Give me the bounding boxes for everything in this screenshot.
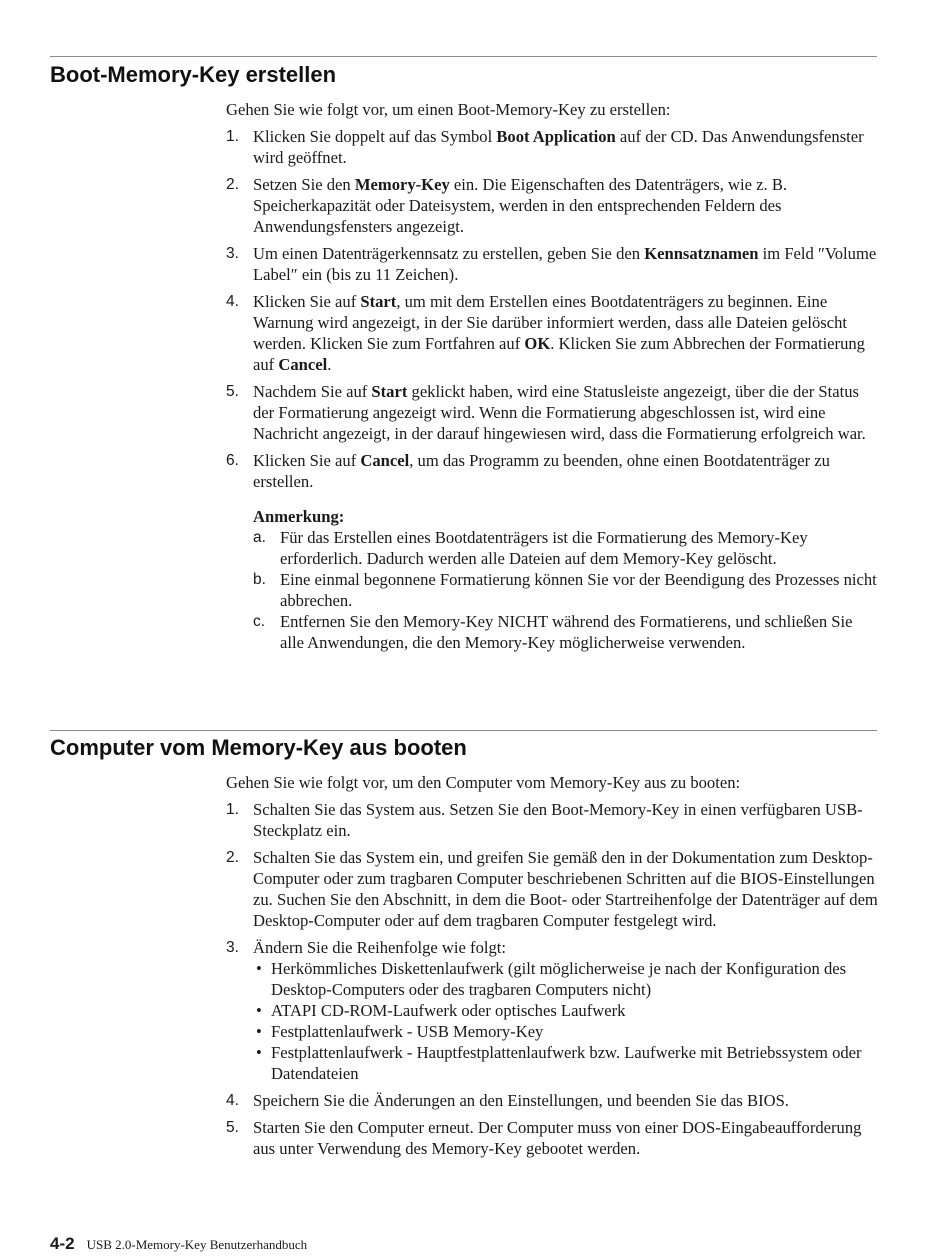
note-list bbox=[253, 527, 878, 653]
list-item bbox=[226, 937, 878, 1084]
list-item bbox=[253, 527, 878, 569]
step-number: 5. bbox=[226, 383, 239, 400]
step-text: Klicken Sie doppelt auf das Symbol bbox=[253, 127, 497, 146]
note-text: Entfernen Sie den Memory-Key NICHT während des Formatierens, und schließen Sie alle Anwendungen, die den Memory-Key möglicherweise verwenden. bbox=[280, 612, 853, 652]
emphasis-term: Start bbox=[371, 382, 408, 401]
step-text: Klicken Sie auf bbox=[253, 292, 361, 311]
note-letter: b. bbox=[253, 571, 266, 588]
steps-list bbox=[226, 799, 878, 1159]
list-item bbox=[226, 126, 878, 168]
intro-paragraph: Gehen Sie wie folgt vor, um einen Boot-Memory-Key zu erstellen: bbox=[226, 100, 671, 119]
emphasis-term: Boot Application bbox=[496, 127, 616, 146]
note-heading: Anmerkung: bbox=[253, 507, 345, 526]
emphasis-term: OK bbox=[524, 334, 551, 353]
list-item bbox=[226, 381, 878, 444]
list-item bbox=[226, 174, 878, 237]
page-number: 4-2 bbox=[50, 1234, 75, 1253]
note-letter: c. bbox=[253, 613, 266, 630]
note-block bbox=[226, 506, 878, 653]
step-text: , um mit dem Erstellen eines Bootdatenträgers zu beginnen. Eine Warnung wird angezeigt, in der Sie darüber informiert werden, dass alle Dateien gelöscht werden. Klicken Sie zum Fortfahren auf bbox=[253, 292, 847, 353]
step-number: 6. bbox=[226, 452, 239, 469]
list-item bbox=[226, 450, 878, 492]
note-text: Für das Erstellen eines Bootdatenträgers ist die Formatierung des Memory-Key erforderlich. Dadurch werden alle Dateien auf dem Memory-Key gelöscht. bbox=[280, 528, 808, 568]
section-body bbox=[226, 99, 878, 653]
step-text: Um einen Datenträgerkennsatz zu erstellen, geben Sie den bbox=[253, 244, 645, 263]
bullet-item: • Festplattenlaufwerk - Hauptfestplattenlaufwerk bzw. Laufwerke mit Betriebssystem oder Datendateien bbox=[253, 1042, 878, 1084]
bullet-item: • ATAPI CD-ROM-Laufwerk oder optisches Laufwerk bbox=[253, 1000, 878, 1021]
step-number: 3. bbox=[226, 245, 239, 262]
step-text: Speichern Sie die Änderungen an den Einstellungen, und beenden Sie das BIOS. bbox=[253, 1091, 789, 1110]
step-number: 1. bbox=[226, 801, 239, 818]
bullet-item: • Herkömmliches Diskettenlaufwerk (gilt möglicherweise je nach der Konfiguration des Desktop-Computers oder des tragbaren Computers nicht) bbox=[253, 958, 878, 1000]
step-text: Klicken Sie auf bbox=[253, 451, 361, 470]
section-body bbox=[226, 772, 878, 1159]
step-number: 2. bbox=[226, 849, 239, 866]
emphasis-term: Cancel bbox=[278, 355, 328, 374]
step-text: . Klicken Sie zum Abbrechen der Formatierung auf bbox=[253, 334, 865, 374]
intro-paragraph: Gehen Sie wie folgt vor, um den Computer vom Memory-Key aus zu booten: bbox=[226, 773, 741, 792]
list-item bbox=[253, 611, 878, 653]
step-number: 4. bbox=[226, 1092, 239, 1109]
step-text: , um das Programm zu beenden, ohne einen Bootdatenträger zu erstellen. bbox=[253, 451, 830, 491]
bullet-list bbox=[253, 958, 878, 1084]
list-item bbox=[226, 1117, 878, 1159]
step-number: 2. bbox=[226, 176, 239, 193]
list-item bbox=[226, 1090, 878, 1111]
page-footer bbox=[50, 1235, 307, 1254]
step-text: ein. Die Eigenschaften des Datenträgers, wie z. B. Speicherkapazität oder Dateisystem, werden in den entsprechenden Feldern des Anwendungsfensters angezeigt. bbox=[253, 175, 788, 236]
step-text: Setzen Sie den bbox=[253, 175, 355, 194]
step-number: 4. bbox=[226, 293, 239, 310]
section-divider bbox=[50, 730, 877, 731]
step-text: im Feld ″Volume Label″ ein (bis zu 11 Zeichen). bbox=[253, 244, 877, 284]
step-number: 1. bbox=[226, 128, 239, 145]
emphasis-term: Memory-Key bbox=[354, 175, 450, 194]
list-item bbox=[226, 799, 878, 841]
section-heading: Boot-Memory-Key erstellen bbox=[50, 62, 337, 87]
step-text: Starten Sie den Computer erneut. Der Computer muss von einer DOS-Eingabeaufforderung aus unter Verwendung des Memory-Key gebootet werden. bbox=[253, 1118, 862, 1158]
note-letter: a. bbox=[253, 529, 266, 546]
step-text: auf der CD. Das Anwendungsfenster wird geöffnet. bbox=[253, 127, 864, 167]
list-item bbox=[253, 569, 878, 611]
step-number: 3. bbox=[226, 939, 239, 956]
book-title: USB 2.0-Memory-Key Benutzerhandbuch bbox=[86, 1237, 308, 1252]
step-text: Schalten Sie das System ein, und greifen Sie gemäß den in der Dokumentation zum Desktop-Computer oder zum tragbaren Computer beschriebenen Schritten auf die BIOS-Einstellungen zu. Suchen Sie den Abschnitt, in dem die Boot- oder Startreihenfolge der Datenträger auf dem Desktop-Computer oder auf dem tragbaren Computer festgelegt wird. bbox=[253, 848, 878, 930]
list-item bbox=[226, 291, 878, 375]
list-item bbox=[226, 243, 878, 285]
emphasis-term: Start bbox=[360, 292, 397, 311]
list-item bbox=[226, 847, 878, 931]
step-text: Nachdem Sie auf bbox=[253, 382, 372, 401]
emphasis-term: Kennsatznamen bbox=[644, 244, 759, 263]
section-divider bbox=[50, 56, 877, 57]
step-text: Schalten Sie das System aus. Setzen Sie den Boot-Memory-Key in einen verfügbaren USB-Steckplatz ein. bbox=[253, 800, 863, 840]
emphasis-term: Cancel bbox=[360, 451, 410, 470]
note-text: Eine einmal begonnene Formatierung können Sie vor der Beendigung des Prozesses nicht abbrechen. bbox=[280, 570, 877, 610]
step-text: geklickt haben, wird eine Statusleiste angezeigt, über die der Status der Formatierung angezeigt wird. Wenn die Formatierung abgeschlossen ist, wird eine Nachricht angezeigt, in der darauf hingewiesen wird, dass die Formatierung erfolgreich war. bbox=[253, 382, 866, 443]
bullet-item: • Festplattenlaufwerk - USB Memory-Key bbox=[253, 1021, 878, 1042]
steps-list bbox=[226, 126, 878, 492]
step-text: Ändern Sie die Reihenfolge wie folgt: bbox=[253, 938, 506, 957]
section-heading: Computer vom Memory-Key aus booten bbox=[50, 735, 467, 760]
step-text: . bbox=[327, 355, 332, 374]
step-number: 5. bbox=[226, 1119, 239, 1136]
